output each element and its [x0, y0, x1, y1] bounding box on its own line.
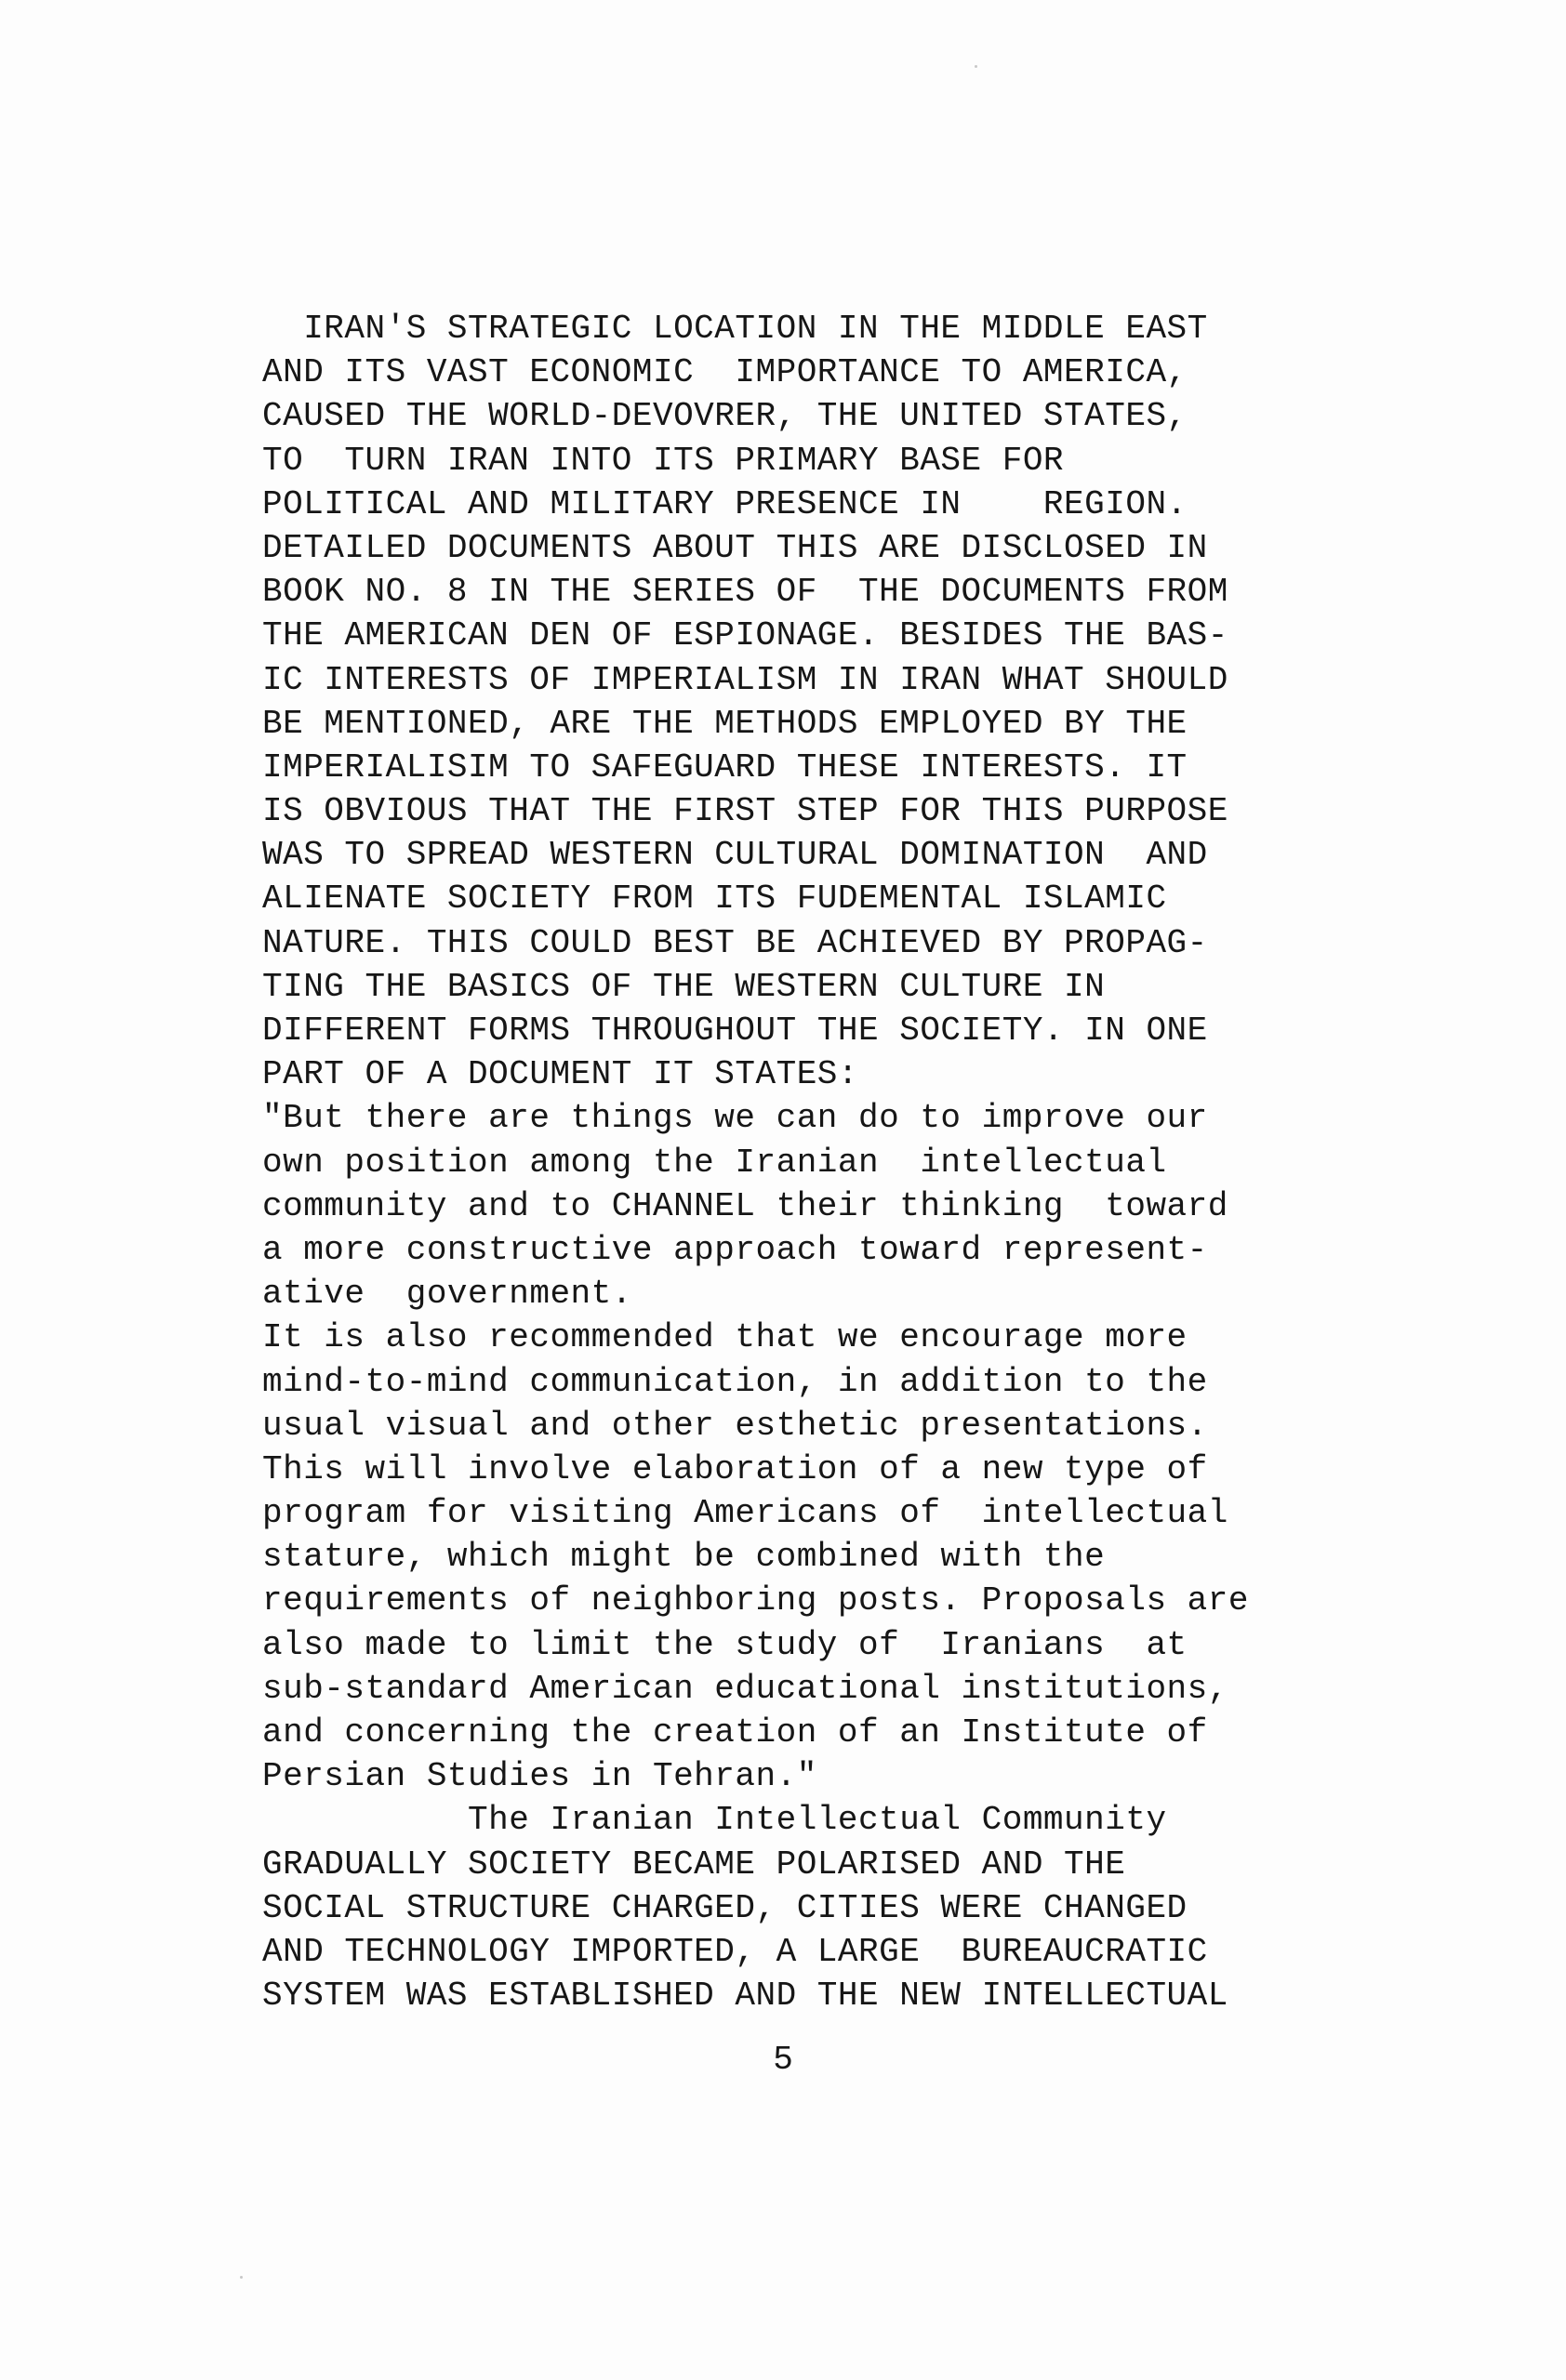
quote-line: program for visiting Americans of intellectual — [262, 1494, 1228, 1533]
quote-line: and concerning the creation of an Institute of — [262, 1713, 1208, 1752]
text-line: DETAILED DOCUMENTS ABOUT THIS ARE DISCLOSED IN — [262, 528, 1208, 567]
quote-line: usual visual and other esthetic presentations. — [262, 1406, 1208, 1445]
text-line: NATURE. THIS COULD BEST BE ACHIEVED BY PROPAG- — [262, 923, 1208, 962]
quote-line: ative government. — [262, 1275, 632, 1314]
scan-speck — [975, 65, 977, 68]
text-line: IRAN'S STRATEGIC LOCATION IN THE MIDDLE EAST — [262, 310, 1208, 348]
quote-line: a more constructive approach toward represent- — [262, 1230, 1208, 1269]
text-line: THE AMERICAN DEN OF ESPIONAGE. BESIDES THE BAS- — [262, 616, 1228, 655]
quote-line: "But there are things we can do to improve our — [262, 1099, 1208, 1138]
quote-line: This will involve elaboration of a new type of — [262, 1449, 1208, 1488]
quote-line: own position among the Iranian intellectual — [262, 1143, 1167, 1182]
text-line: ALIENATE SOCIETY FROM ITS FUDEMENTAL ISLAMIC — [262, 879, 1167, 919]
text-line: AND TECHNOLOGY IMPORTED, A LARGE BUREAUCRATIC — [262, 1932, 1208, 1971]
text-line: TING THE BASICS OF THE WESTERN CULTURE IN — [262, 967, 1106, 1006]
text-line: POLITICAL AND MILITARY PRESENCE IN REGION. — [262, 484, 1188, 523]
quote-line: stature, which might be combined with the — [262, 1538, 1106, 1577]
quote-line: mind-to-mind communication, in addition to the — [262, 1362, 1208, 1401]
text-line: PART OF A DOCUMENT IT STATES: — [262, 1055, 859, 1094]
text-line: SOCIAL STRUCTURE CHARGED, CITIES WERE CHANGED — [262, 1888, 1188, 1927]
text-line: SYSTEM WAS ESTABLISHED AND THE NEW INTELLECTUAL — [262, 1977, 1228, 2016]
quote-line: requirements of neighboring posts. Proposals are — [262, 1581, 1249, 1620]
quote-line: also made to limit the study of Iranians at — [262, 1625, 1188, 1664]
text-line: IS OBVIOUS THAT THE FIRST STEP FOR THIS PURPOSE — [262, 792, 1228, 831]
text-line: IC INTERESTS OF IMPERIALISM IN IRAN WHAT SHOULD — [262, 660, 1228, 699]
text-line: AND ITS VAST ECONOMIC IMPORTANCE TO AMERICA, — [262, 353, 1188, 392]
body-text — [262, 307, 1341, 2017]
text-line: CAUSED THE WORLD-DEVOVRER, THE UNITED STATES, — [262, 397, 1188, 436]
scan-speck — [240, 2276, 243, 2279]
quote-line: Persian Studies in Tehran." — [262, 1757, 817, 1796]
quote-line: community and to CHANNEL their thinking toward — [262, 1186, 1228, 1225]
page-number: 5 — [773, 2041, 793, 2079]
quote-line: It is also recommended that we encourage more — [262, 1318, 1188, 1357]
text-line: BE MENTIONED, ARE THE METHODS EMPLOYED BY THE — [262, 704, 1188, 743]
quote-line: sub-standard American educational institutions, — [262, 1669, 1228, 1708]
text-line: GRADUALLY SOCIETY BECAME POLARISED AND THE — [262, 1844, 1126, 1884]
text-line: TO TURN IRAN INTO ITS PRIMARY BASE FOR — [262, 441, 1065, 480]
text-line: DIFFERENT FORMS THROUGHOUT THE SOCIETY. IN ONE — [262, 1012, 1208, 1050]
text-line: WAS TO SPREAD WESTERN CULTURAL DOMINATION AND — [262, 836, 1208, 875]
section-heading: The Iranian Intellectual Community — [262, 1801, 1167, 1840]
text-line: BOOK NO. 8 IN THE SERIES OF THE DOCUMENTS FROM — [262, 573, 1228, 612]
text-line: IMPERIALISIM TO SAFEGUARD THESE INTERESTS. IT — [262, 747, 1188, 787]
